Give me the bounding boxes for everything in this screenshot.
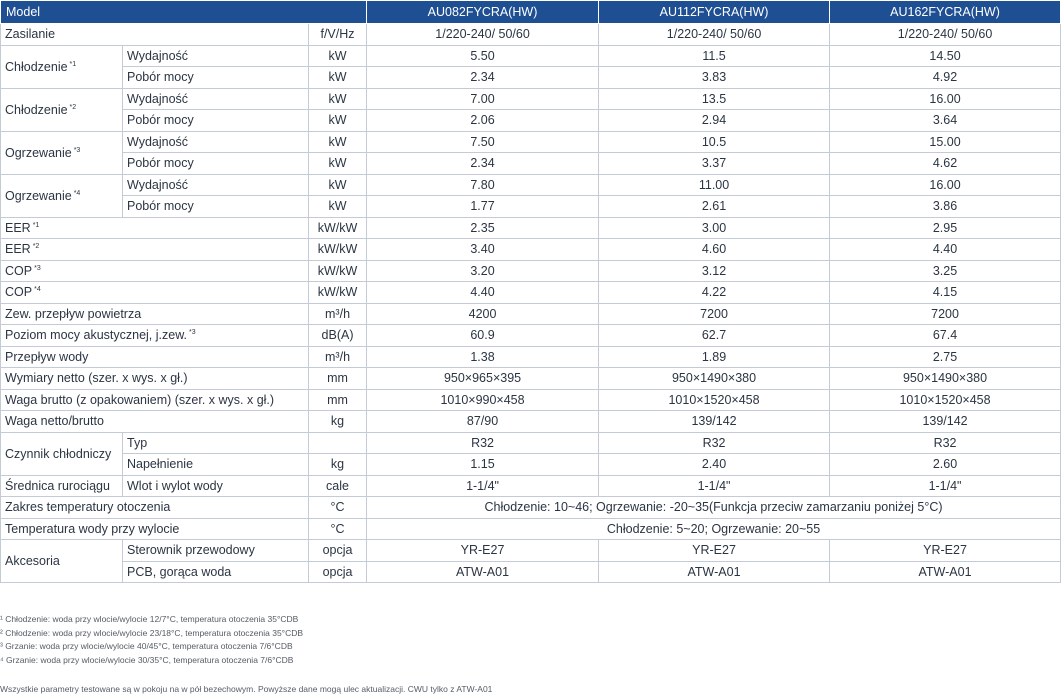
row-unit: m³/h bbox=[309, 346, 367, 368]
cell-value: 5.50 bbox=[367, 45, 599, 67]
table-row bbox=[1, 282, 1061, 304]
row-label: Waga netto/brutto bbox=[1, 411, 309, 433]
row-label: Temperatura wody przy wylocie bbox=[1, 518, 309, 540]
row-unit: kW bbox=[309, 88, 367, 110]
cell-value: 1.15 bbox=[367, 454, 599, 476]
row-label: EER $^{*2}$ bbox=[1, 239, 309, 261]
model-header: Model bbox=[1, 1, 367, 24]
cell-value: 3.40 bbox=[367, 239, 599, 261]
cell-value: ATW-A01 bbox=[367, 561, 599, 583]
cell-value: 3.20 bbox=[367, 260, 599, 282]
table-row bbox=[1, 174, 1061, 196]
cell-value: 67.4 bbox=[830, 325, 1061, 347]
cell-value: R32 bbox=[599, 432, 830, 454]
cell-value: 15.00 bbox=[830, 131, 1061, 153]
table-row bbox=[1, 540, 1061, 562]
cell-value: 60.9 bbox=[367, 325, 599, 347]
cell-value: 7200 bbox=[830, 303, 1061, 325]
cell-value: ATW-A01 bbox=[599, 561, 830, 583]
cell-value: 16.00 bbox=[830, 88, 1061, 110]
cell-value: 3.86 bbox=[830, 196, 1061, 218]
cell-value: 1/220-240/ 50/60 bbox=[830, 24, 1061, 46]
row-unit: kW bbox=[309, 45, 367, 67]
sub-label: Napełnienie bbox=[123, 454, 309, 476]
table-row bbox=[1, 497, 1061, 519]
table-row bbox=[1, 196, 1061, 218]
cell-value: 11.5 bbox=[599, 45, 830, 67]
row-unit: kW bbox=[309, 196, 367, 218]
cell-value: 3.25 bbox=[830, 260, 1061, 282]
table-row bbox=[1, 67, 1061, 89]
cell-value: 2.61 bbox=[599, 196, 830, 218]
row-unit: kW bbox=[309, 131, 367, 153]
row-unit: kW/kW bbox=[309, 217, 367, 239]
row-unit: °C bbox=[309, 518, 367, 540]
sub-label: Pobór mocy bbox=[123, 153, 309, 175]
cell-value: 14.50 bbox=[830, 45, 1061, 67]
cell-value: YR-E27 bbox=[599, 540, 830, 562]
table-row bbox=[1, 561, 1061, 583]
footnote: ⁴ Grzanie: woda przy wlocie/wylocie 30/35°C, temperatura otoczenia 7/6°CDB bbox=[0, 654, 294, 665]
cell-value: 950×1490×380 bbox=[599, 368, 830, 390]
table-row bbox=[1, 518, 1061, 540]
row-unit: mm bbox=[309, 389, 367, 411]
cell-value: 7.80 bbox=[367, 174, 599, 196]
table-row bbox=[1, 45, 1061, 67]
table-row bbox=[1, 131, 1061, 153]
cell-value: 2.94 bbox=[599, 110, 830, 132]
sub-label: Sterownik przewodowy bbox=[123, 540, 309, 562]
cell-value: 87/90 bbox=[367, 411, 599, 433]
row-unit: kW bbox=[309, 67, 367, 89]
row-unit: kg bbox=[309, 454, 367, 476]
footnote: ³ Grzanie: woda przy wlocie/wylocie 40/45°C, temperatura otoczenia 7/6°CDB bbox=[0, 641, 293, 651]
cell-value: 2.95 bbox=[830, 217, 1061, 239]
cell-value: 7.00 bbox=[367, 88, 599, 110]
table-row bbox=[1, 389, 1061, 411]
row-label: Zakres temperatury otoczenia bbox=[1, 497, 309, 519]
cell-value: YR-E27 bbox=[367, 540, 599, 562]
sub-label: Pobór mocy bbox=[123, 196, 309, 218]
table-row bbox=[1, 260, 1061, 282]
table-row bbox=[1, 346, 1061, 368]
header-row bbox=[1, 1, 1061, 24]
table-row bbox=[1, 153, 1061, 175]
row-unit: kg bbox=[309, 411, 367, 433]
cell-value: 1-1/4" bbox=[830, 475, 1061, 497]
cell-value: 11.00 bbox=[599, 174, 830, 196]
cell-value: 13.5 bbox=[599, 88, 830, 110]
cell-value: 2.06 bbox=[367, 110, 599, 132]
row-label: COP $^{*3}$ bbox=[1, 260, 309, 282]
cell-value: 950×965×395 bbox=[367, 368, 599, 390]
cell-value: 2.35 bbox=[367, 217, 599, 239]
table-row bbox=[1, 303, 1061, 325]
cell-value: 2.60 bbox=[830, 454, 1061, 476]
cell-value: 4.22 bbox=[599, 282, 830, 304]
cell-value: 1-1/4" bbox=[367, 475, 599, 497]
row-label: Przepływ wody bbox=[1, 346, 309, 368]
row-unit: m³/h bbox=[309, 303, 367, 325]
row-unit: kW bbox=[309, 110, 367, 132]
cell-value: 3.12 bbox=[599, 260, 830, 282]
cell-value: 1-1/4" bbox=[599, 475, 830, 497]
row-label: Zew. przepływ powietrza bbox=[1, 303, 309, 325]
cell-value: 139/142 bbox=[599, 411, 830, 433]
cell-value: 1010×990×458 bbox=[367, 389, 599, 411]
row-label: Poziom mocy akustycznej, j.zew. $^{*3}$ bbox=[1, 325, 309, 347]
sub-label: Typ bbox=[123, 432, 309, 454]
merged-value: Chłodzenie: 5~20; Ogrzewanie: 20~55 bbox=[367, 518, 1061, 540]
row-unit: opcja bbox=[309, 561, 367, 583]
group-label: Chłodzenie $^{*1}$ bbox=[1, 45, 123, 88]
cell-value: 7200 bbox=[599, 303, 830, 325]
cell-value: 3.64 bbox=[830, 110, 1061, 132]
sub-label: Pobór mocy bbox=[123, 67, 309, 89]
table-row bbox=[1, 239, 1061, 261]
group-label: Czynnik chłodniczy bbox=[1, 432, 123, 475]
cell-value: 7.50 bbox=[367, 131, 599, 153]
model-col-3: AU162FYCRA(HW) bbox=[830, 1, 1061, 24]
model-col-1: AU082FYCRA(HW) bbox=[367, 1, 599, 24]
row-unit bbox=[309, 432, 367, 454]
footnotes bbox=[0, 613, 303, 667]
test-note: Wszystkie parametry testowane są w pokoju na w pół bezechowym. Powyższe dane mogą ulec aktualizacji. CWU tylko z ATW-A01 bbox=[0, 684, 493, 694]
group-label: Średnica rurociągu bbox=[1, 475, 123, 497]
cell-value: 4.40 bbox=[367, 282, 599, 304]
cell-value: 1010×1520×458 bbox=[599, 389, 830, 411]
cell-value: 1.38 bbox=[367, 346, 599, 368]
row-unit: cale bbox=[309, 475, 367, 497]
table-row bbox=[1, 475, 1061, 497]
cell-value: 3.83 bbox=[599, 67, 830, 89]
row-unit: kW bbox=[309, 153, 367, 175]
cell-value: ATW-A01 bbox=[830, 561, 1061, 583]
sub-label: Wydajność bbox=[123, 131, 309, 153]
cell-value: 62.7 bbox=[599, 325, 830, 347]
row-unit: kW bbox=[309, 174, 367, 196]
sub-label: Wydajność bbox=[123, 88, 309, 110]
row-unit: dB(A) bbox=[309, 325, 367, 347]
cell-value: 1/220-240/ 50/60 bbox=[367, 24, 599, 46]
row-unit: mm bbox=[309, 368, 367, 390]
cell-value: 1/220-240/ 50/60 bbox=[599, 24, 830, 46]
row-unit: f/V/Hz bbox=[309, 24, 367, 46]
cell-value: 3.00 bbox=[599, 217, 830, 239]
sub-label: Wydajność bbox=[123, 45, 309, 67]
cell-value: 16.00 bbox=[830, 174, 1061, 196]
row-label: Waga brutto (z opakowaniem) (szer. x wys. x gł.) bbox=[1, 389, 309, 411]
merged-value: Chłodzenie: 10~46; Ogrzewanie: -20~35(Funkcja przeciw zamarzaniu poniżej 5°C) bbox=[367, 497, 1061, 519]
sub-label: Wlot i wylot wody bbox=[123, 475, 309, 497]
table-row bbox=[1, 454, 1061, 476]
table-row bbox=[1, 368, 1061, 390]
group-label: Chłodzenie $^{*2}$ bbox=[1, 88, 123, 131]
cell-value: 2.34 bbox=[367, 67, 599, 89]
row-unit: kW/kW bbox=[309, 260, 367, 282]
row-label: EER $^{*1}$ bbox=[1, 217, 309, 239]
sub-label: Wydajność bbox=[123, 174, 309, 196]
cell-value: 2.75 bbox=[830, 346, 1061, 368]
cell-value: R32 bbox=[830, 432, 1061, 454]
cell-value: 1010×1520×458 bbox=[830, 389, 1061, 411]
row-label: COP $^{*4}$ bbox=[1, 282, 309, 304]
table-row bbox=[1, 411, 1061, 433]
cell-value: 2.40 bbox=[599, 454, 830, 476]
table-row bbox=[1, 217, 1061, 239]
cell-value: 4.92 bbox=[830, 67, 1061, 89]
row-unit: °C bbox=[309, 497, 367, 519]
cell-value: 950×1490×380 bbox=[830, 368, 1061, 390]
row-unit: kW/kW bbox=[309, 282, 367, 304]
cell-value: 4.60 bbox=[599, 239, 830, 261]
table-row bbox=[1, 432, 1061, 454]
cell-value: 139/142 bbox=[830, 411, 1061, 433]
row-label: Wymiary netto (szer. x wys. x gł.) bbox=[1, 368, 309, 390]
row-unit: opcja bbox=[309, 540, 367, 562]
row-label: Zasilanie bbox=[1, 24, 309, 46]
cell-value: 4.15 bbox=[830, 282, 1061, 304]
row-unit: kW/kW bbox=[309, 239, 367, 261]
cell-value: 4.62 bbox=[830, 153, 1061, 175]
cell-value: 1.77 bbox=[367, 196, 599, 218]
table-row bbox=[1, 88, 1061, 110]
cell-value: 1.89 bbox=[599, 346, 830, 368]
sub-label: Pobór mocy bbox=[123, 110, 309, 132]
table-row bbox=[1, 24, 1061, 46]
footnote: ² Chłodzenie: woda przy wlocie/wylocie 23/18°C, temperatura otoczenia 35°CDB bbox=[0, 627, 304, 638]
cell-value: 4.40 bbox=[830, 239, 1061, 261]
table-row bbox=[1, 325, 1061, 347]
model-col-2: AU112FYCRA(HW) bbox=[599, 1, 830, 24]
cell-value: R32 bbox=[367, 432, 599, 454]
cell-value: 3.37 bbox=[599, 153, 830, 175]
group-label: Akcesoria bbox=[1, 540, 123, 583]
cell-value: 2.34 bbox=[367, 153, 599, 175]
cell-value: 10.5 bbox=[599, 131, 830, 153]
group-label: Ogrzewanie $^{*3}$ bbox=[1, 131, 123, 174]
cell-value: 4200 bbox=[367, 303, 599, 325]
sub-label: PCB, gorąca woda bbox=[123, 561, 309, 583]
footnote: ¹ Chłodzenie: woda przy wlocie/wylocie 12/7°C, temperatura otoczenia 35°CDB bbox=[0, 614, 299, 624]
table-row bbox=[1, 110, 1061, 132]
cell-value: YR-E27 bbox=[830, 540, 1061, 562]
group-label: Ogrzewanie $^{*4}$ bbox=[1, 174, 123, 217]
